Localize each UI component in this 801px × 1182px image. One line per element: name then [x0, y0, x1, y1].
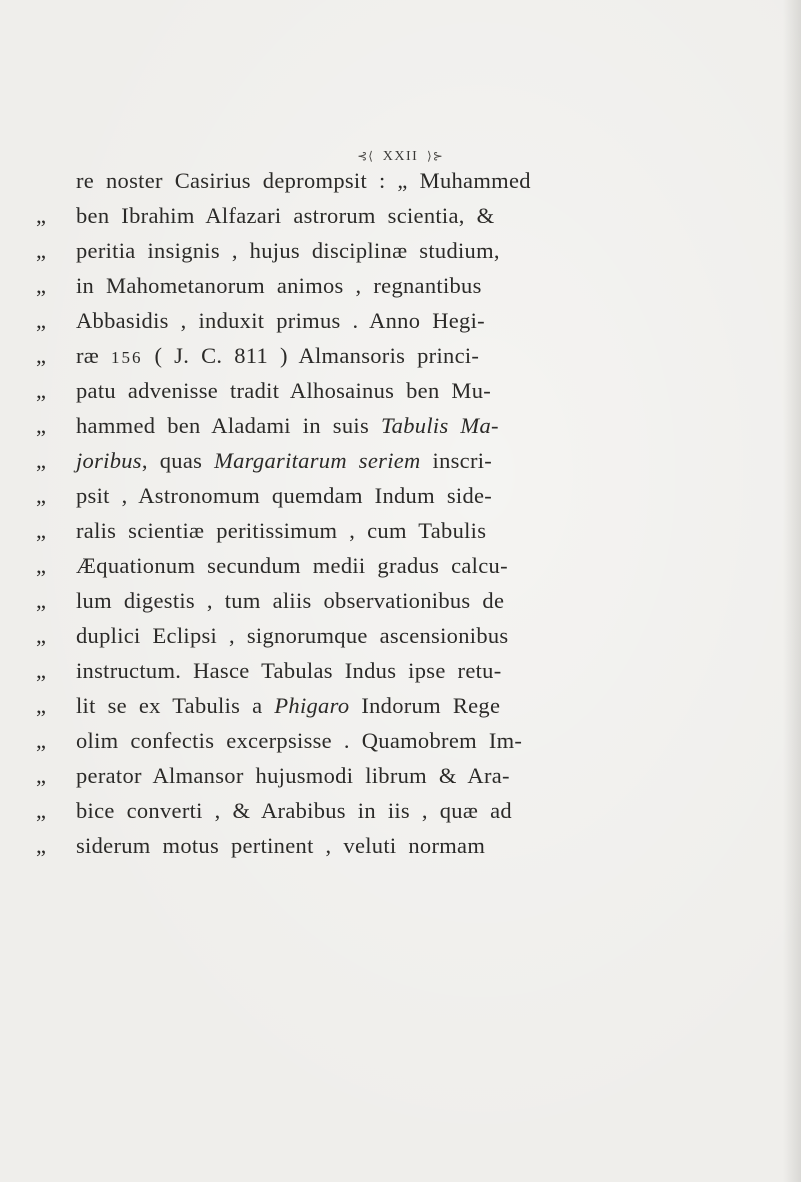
- quote-mark: „: [36, 448, 47, 473]
- text-line: [36, 723, 776, 758]
- page-number: XXII: [382, 149, 419, 164]
- quote-mark: „: [36, 203, 47, 228]
- quote-mark: „: [36, 588, 47, 613]
- text-line: [36, 653, 776, 688]
- line-text: duplici Eclipsi , signorumque ascensionibus: [76, 623, 509, 648]
- text-line: [36, 583, 776, 618]
- text-line: [36, 618, 776, 653]
- line-text: lit se ex Tabulis a Phigaro Indorum Rege: [76, 693, 501, 718]
- line-text: perator Almansor hujusmodi librum & Ara-: [76, 763, 510, 788]
- line-text: ben Ibrahim Alfazari astrorum scientia, &: [76, 203, 495, 228]
- quote-mark: „: [36, 623, 47, 648]
- text-line: [36, 163, 776, 198]
- line-text: patu advenisse tradit Alhosainus ben Mu-: [76, 378, 492, 403]
- line-text: psit , Astronomum quemdam Indum side-: [76, 483, 493, 508]
- line-text: lum digestis , tum aliis observationibus de: [76, 588, 505, 613]
- text-line: [36, 443, 776, 478]
- body-text: [36, 163, 776, 863]
- text-line: [36, 303, 776, 338]
- quote-mark: „: [36, 343, 47, 368]
- quote-mark: „: [36, 553, 47, 578]
- text-line: [36, 478, 776, 513]
- line-text: joribus, quas Margaritarum seriem inscri-: [76, 448, 493, 473]
- quote-mark: „: [36, 693, 47, 718]
- quote-mark: „: [36, 658, 47, 683]
- quote-mark: „: [36, 308, 47, 333]
- text-line: [36, 338, 776, 373]
- ornament-left-icon: ⊰⟨: [357, 149, 374, 163]
- italic-name: Phigaro: [274, 693, 350, 718]
- line-text: re noster Casirius deprompsit : „ Muhammed: [76, 168, 531, 193]
- quote-mark: „: [36, 378, 47, 403]
- quote-mark: „: [36, 518, 47, 543]
- year-number: 156: [111, 348, 143, 367]
- text-line: [36, 373, 776, 408]
- line-text: ræ 156 ( J. C. 811 ) Almansoris princi-: [76, 343, 480, 368]
- quote-mark: „: [36, 483, 47, 508]
- line-text: peritia insignis , hujus disciplinæ studium,: [76, 238, 500, 263]
- line-text: siderum motus pertinent , veluti normam: [76, 833, 486, 858]
- page-edge-shadow: [783, 0, 801, 1182]
- line-text: Abbasidis , induxit primus . Anno Hegi-: [76, 308, 485, 333]
- quote-mark: „: [36, 833, 47, 858]
- text-line: [36, 233, 776, 268]
- line-text: instructum. Hasce Tabulas Indus ipse retu-: [76, 658, 502, 683]
- quote-mark: „: [36, 273, 47, 298]
- ornament-right-icon: ⟩⊱: [427, 149, 444, 163]
- text-line: [36, 828, 776, 863]
- line-text: ralis scientiæ peritissimum , cum Tabulis: [76, 518, 487, 543]
- line-text: olim confectis excerpsisse . Quamobrem Im-: [76, 728, 523, 753]
- quote-mark: „: [36, 413, 47, 438]
- text-line: [36, 198, 776, 233]
- quote-mark: „: [36, 763, 47, 788]
- text-line: [36, 513, 776, 548]
- quote-mark: „: [36, 798, 47, 823]
- line-text: hammed ben Aladami in suis Tabulis Ma-: [76, 413, 499, 438]
- italic-title: Tabulis Ma-: [380, 413, 499, 438]
- italic-title: joribus: [76, 448, 142, 473]
- text-line: [36, 793, 776, 828]
- text-line: [36, 408, 776, 443]
- text-line: [36, 688, 776, 723]
- quote-mark: „: [36, 728, 47, 753]
- quote-mark: [36, 163, 76, 198]
- text-line: [36, 758, 776, 793]
- line-text: bice converti , & Arabibus in iis , quæ ad: [76, 798, 512, 823]
- text-line: [36, 548, 776, 583]
- italic-title: Margaritarum seriem: [214, 448, 421, 473]
- line-text: Æquationum secundum medii gradus calcu-: [76, 553, 508, 578]
- line-text: in Mahometanorum animos , regnantibus: [76, 273, 482, 298]
- quote-mark: „: [36, 238, 47, 263]
- text-line: [36, 268, 776, 303]
